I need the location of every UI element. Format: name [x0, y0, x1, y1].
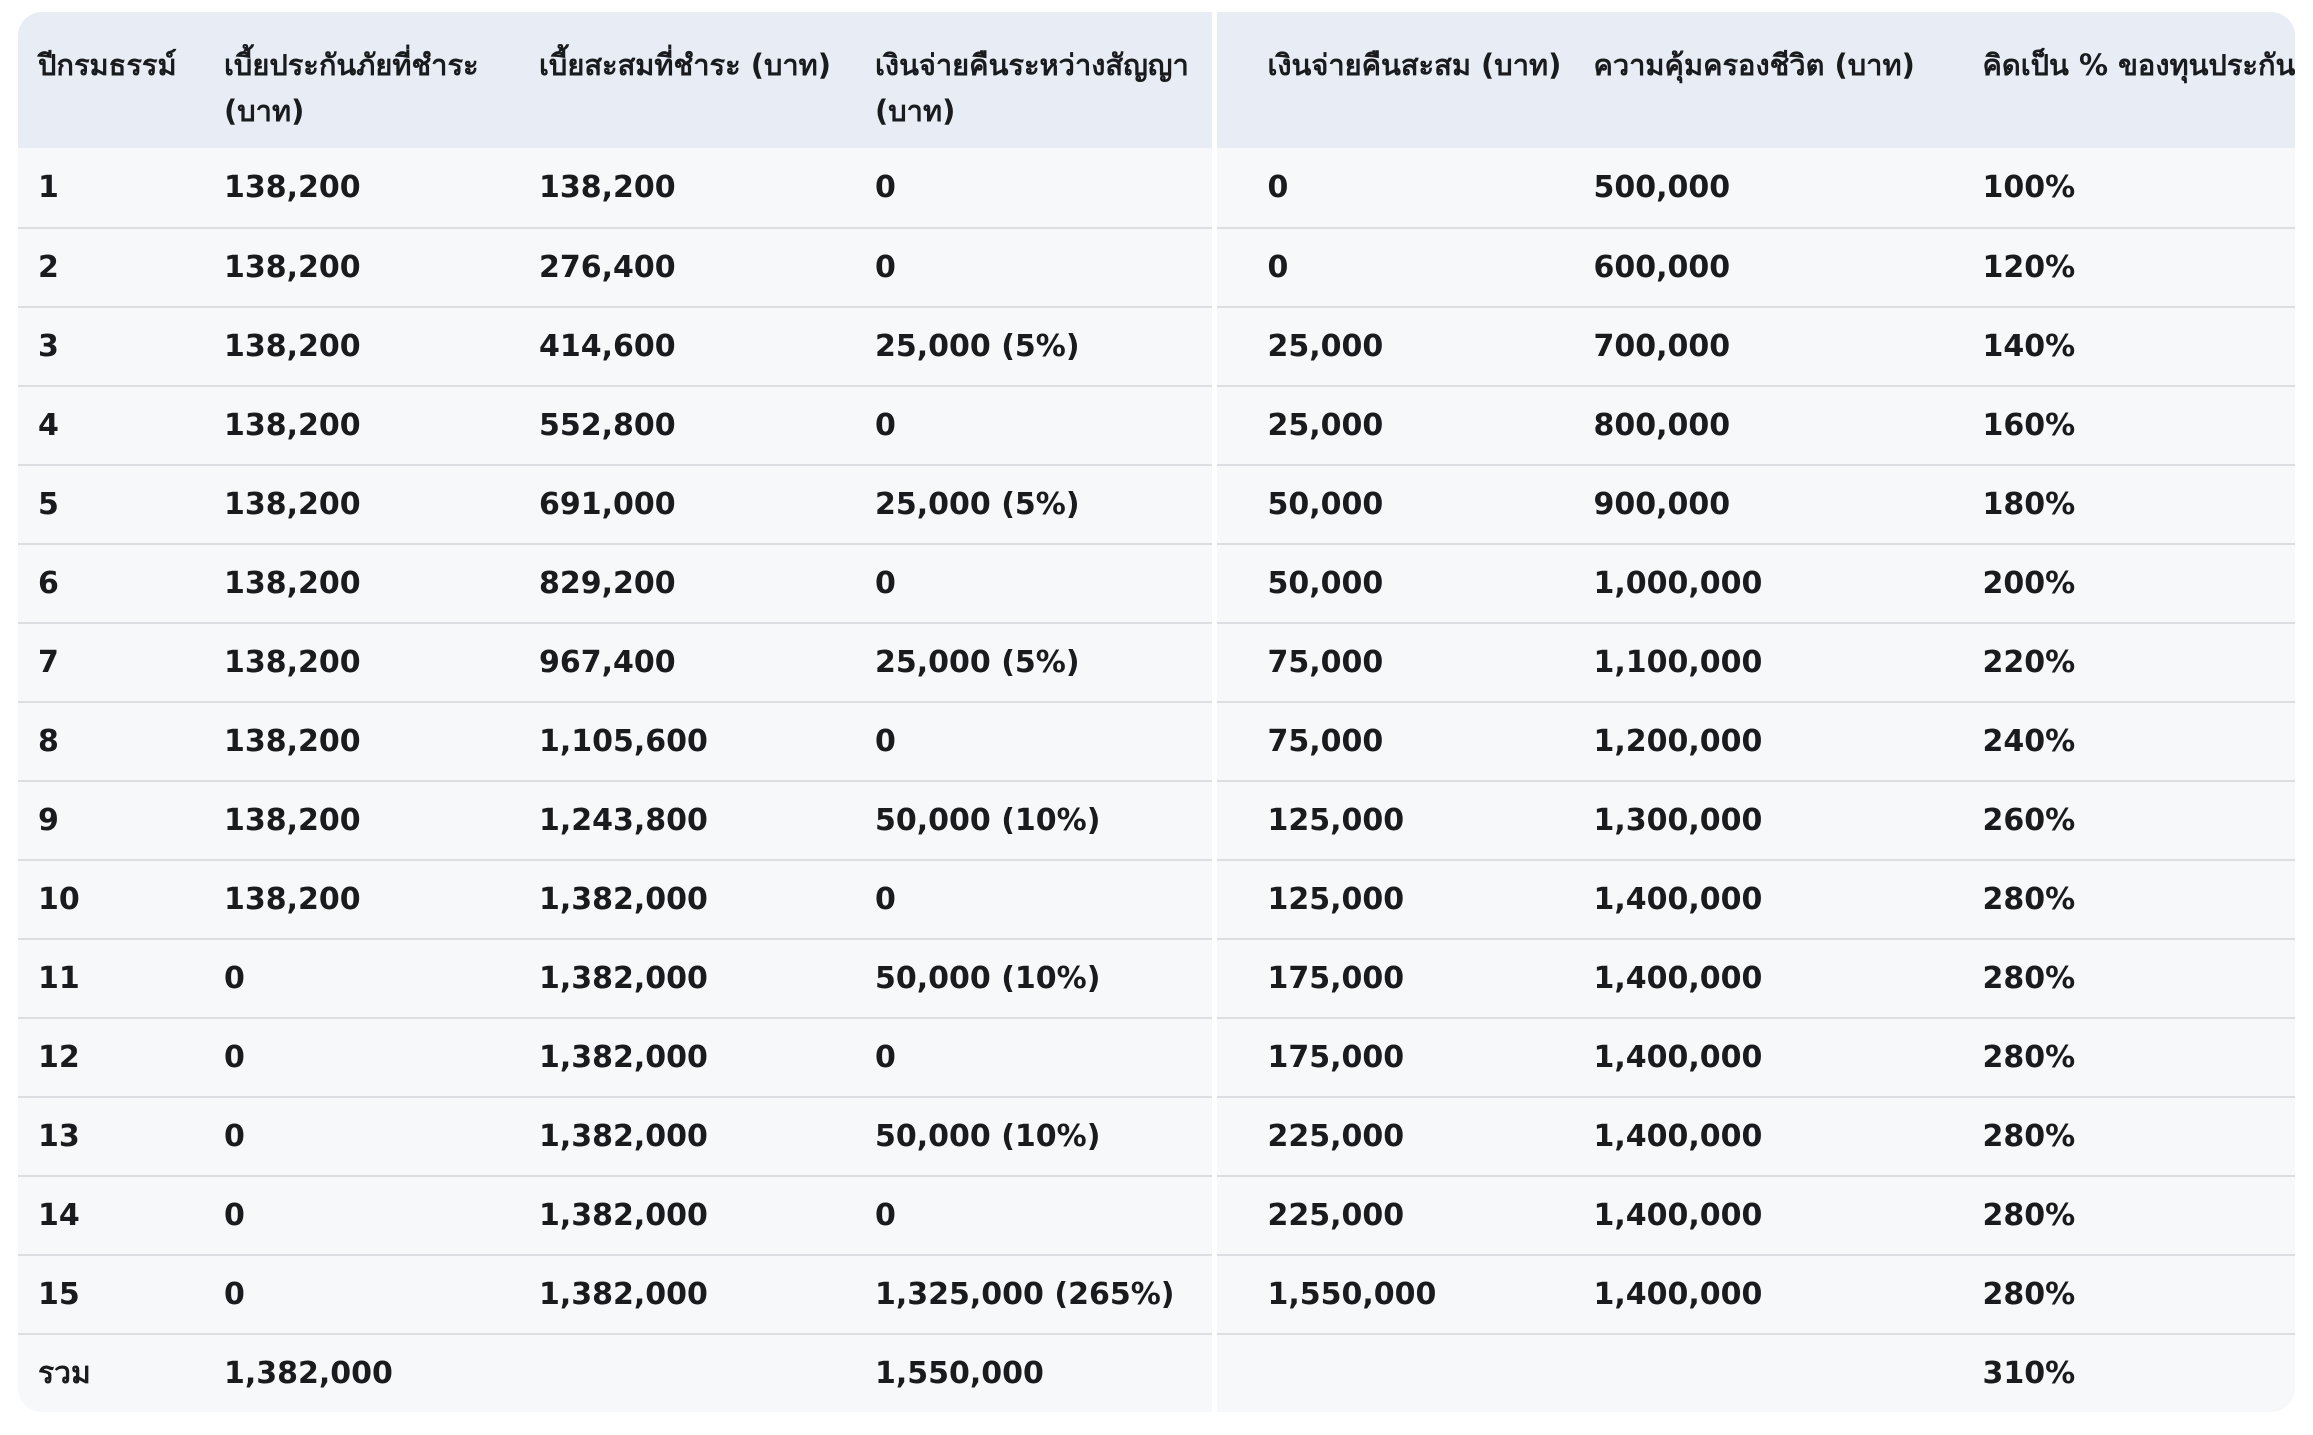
table-cell: 138,200 — [224, 487, 361, 522]
table-cell: 25,000 — [1267, 329, 1384, 364]
table-cell: 829,200 — [539, 566, 676, 601]
table-cell: 13 — [38, 1119, 80, 1154]
table-cell: 175,000 — [1267, 961, 1405, 996]
table-cell: 900,000 — [1593, 487, 1731, 522]
table-cell: 280% — [1982, 961, 2076, 996]
table-cell: 1,243,800 — [539, 803, 708, 838]
table-row — [18, 701, 1212, 780]
table-left-section — [18, 12, 1212, 1412]
table-row — [1217, 1096, 2295, 1175]
table-cell: 0 — [875, 566, 896, 601]
table-cell: 25,000 (5%) — [875, 645, 1080, 680]
table-cell: 138,200 — [224, 803, 361, 838]
table-cell: 691,000 — [539, 487, 676, 522]
table-cell: 500,000 — [1593, 170, 1731, 205]
table-body-right — [1217, 148, 2295, 1412]
table-row — [18, 780, 1212, 859]
table-cell: 138,200 — [224, 566, 361, 601]
table-cell: 7 — [38, 645, 59, 680]
table-cell: 4 — [38, 408, 59, 443]
table-cell: 1,300,000 — [1593, 803, 1763, 838]
table-cell: 25,000 — [1267, 408, 1384, 443]
table-cell: 0 — [875, 408, 896, 443]
table-row — [18, 306, 1212, 385]
table-cell: 50,000 — [1267, 487, 1384, 522]
table-row — [18, 1096, 1212, 1175]
table-cell: 280% — [1982, 1198, 2076, 1233]
table-cell: 100% — [1982, 170, 2076, 205]
table-cell: 8 — [38, 724, 59, 759]
column-header-policy-year: ปีกรมธรรม์ — [38, 48, 177, 82]
table-cell: 1,382,000 — [539, 1277, 708, 1312]
table-row — [18, 385, 1212, 464]
table-cell: 225,000 — [1267, 1198, 1405, 1233]
table-cell: 0 — [875, 170, 896, 205]
table-cell: 138,200 — [224, 882, 361, 917]
table-cell: 2 — [38, 250, 59, 285]
table-cell: 1,400,000 — [1593, 1198, 1763, 1233]
table-cell: 138,200 — [224, 329, 361, 364]
table-cell: 0 — [224, 961, 245, 996]
table-cell: 1,000,000 — [1593, 566, 1763, 601]
table-row — [1217, 938, 2295, 1017]
table-cell: 1,382,000 — [539, 1119, 708, 1154]
table-cell: 9 — [38, 803, 59, 838]
table-row — [18, 1175, 1212, 1254]
table-cell: 1,325,000 (265%) — [875, 1277, 1175, 1312]
table-cell: 600,000 — [1593, 250, 1731, 285]
table-cell: 6 — [38, 566, 59, 601]
table-cell: 1,105,600 — [539, 724, 708, 759]
table-row — [18, 543, 1212, 622]
table-cell: 0 — [1267, 250, 1289, 285]
table-cell: 0 — [875, 1198, 896, 1233]
table-row — [1217, 1175, 2295, 1254]
table-row — [1217, 1254, 2295, 1333]
table-cell: 414,600 — [539, 329, 676, 364]
table-cell: 3 — [38, 329, 59, 364]
table-row — [1217, 701, 2295, 780]
column-header-cumulative-premium: เบี้ยสะสมที่ชำระ (บาท) — [539, 48, 832, 82]
table-cell: 280% — [1982, 1277, 2076, 1312]
table-cell: 11 — [38, 961, 80, 996]
table-cell: 0 — [224, 1119, 245, 1154]
table-cell: 140% — [1982, 329, 2076, 364]
table-cell: 50,000 (10%) — [875, 961, 1101, 996]
table-row — [18, 1333, 1212, 1412]
table-cell: 280% — [1982, 1119, 2076, 1154]
policy-benefit-table — [18, 12, 2295, 1412]
table-cell: 138,200 — [539, 170, 676, 205]
table-cell: 280% — [1982, 882, 2076, 917]
table-cell: 310% — [1982, 1356, 2076, 1391]
table-row — [18, 622, 1212, 701]
table-cell: 12 — [38, 1040, 80, 1075]
column-header-cash-payback: เงินจ่ายคืนระหว่างสัญญา (บาท) — [875, 48, 1189, 128]
table-cell: 180% — [1982, 487, 2076, 522]
table-cell: 125,000 — [1267, 882, 1405, 917]
table-row — [1217, 148, 2295, 227]
column-header-premium-paid: เบี้ยประกันภัยที่ชำระ (บาท) — [224, 48, 479, 128]
table-header-row — [18, 12, 1212, 148]
table-cell: 175,000 — [1267, 1040, 1405, 1075]
table-cell: 1,400,000 — [1593, 1277, 1763, 1312]
table-cell: 1,400,000 — [1593, 961, 1763, 996]
table-cell: 1,382,000 — [539, 882, 708, 917]
table-cell: 1 — [38, 170, 59, 205]
table-cell: 50,000 (10%) — [875, 1119, 1101, 1154]
table-cell: 75,000 — [1267, 645, 1384, 680]
table-cell: 15 — [38, 1277, 80, 1312]
table-body-left — [18, 148, 1212, 1412]
table-cell: 25,000 (5%) — [875, 329, 1080, 364]
table-cell: 240% — [1982, 724, 2076, 759]
table-row — [1217, 1333, 2295, 1412]
table-cell: 0 — [224, 1198, 245, 1233]
table-row — [1217, 306, 2295, 385]
table-row — [1217, 543, 2295, 622]
table-cell: 1,382,000 — [539, 1040, 708, 1075]
table-cell: 1,382,000 — [539, 961, 708, 996]
table-cell: 1,550,000 — [875, 1356, 1044, 1391]
table-cell: รวม — [38, 1356, 91, 1391]
table-cell: 280% — [1982, 1040, 2076, 1075]
table-cell: 0 — [875, 250, 896, 285]
table-row — [18, 938, 1212, 1017]
table-row — [1217, 1017, 2295, 1096]
table-cell: 220% — [1982, 645, 2076, 680]
table-row — [18, 1254, 1212, 1333]
table-cell: 50,000 (10%) — [875, 803, 1101, 838]
table-cell: 1,100,000 — [1593, 645, 1763, 680]
table-row — [1217, 464, 2295, 543]
table-cell: 1,400,000 — [1593, 882, 1763, 917]
table-row — [1217, 780, 2295, 859]
table-cell: 138,200 — [224, 250, 361, 285]
table-cell: 160% — [1982, 408, 2076, 443]
table-cell: 138,200 — [224, 408, 361, 443]
column-header-percent-of-sum-insured: คิดเป็น % ของทุนประกัน — [1982, 48, 2295, 82]
table-cell: 138,200 — [224, 645, 361, 680]
table-cell: 276,400 — [539, 250, 676, 285]
table-cell: 14 — [38, 1198, 80, 1233]
table-cell: 1,400,000 — [1593, 1119, 1763, 1154]
table-cell: 25,000 (5%) — [875, 487, 1080, 522]
table-cell: 0 — [1267, 170, 1289, 205]
column-header-cumulative-payback: เงินจ่ายคืนสะสม (บาท) — [1267, 48, 1562, 82]
table-cell: 1,550,000 — [1267, 1277, 1437, 1312]
table-row — [18, 859, 1212, 938]
table-row — [18, 464, 1212, 543]
table-cell: 0 — [875, 724, 896, 759]
table-cell: 1,200,000 — [1593, 724, 1763, 759]
table-row — [1217, 385, 2295, 464]
table-row — [18, 227, 1212, 306]
table-cell: 75,000 — [1267, 724, 1384, 759]
table-cell: 5 — [38, 487, 59, 522]
table-cell: 700,000 — [1593, 329, 1731, 364]
table-cell: 0 — [224, 1040, 245, 1075]
table-header-row — [1217, 12, 2295, 148]
table-cell: 120% — [1982, 250, 2076, 285]
table-row — [18, 1017, 1212, 1096]
table-cell: 138,200 — [224, 724, 361, 759]
table-row — [1217, 227, 2295, 306]
table-right-section — [1217, 12, 2295, 1412]
table-row — [1217, 859, 2295, 938]
table-cell: 1,382,000 — [539, 1198, 708, 1233]
column-header-life-coverage: ความคุ้มครองชีวิต (บาท) — [1593, 48, 1915, 82]
table-cell: 125,000 — [1267, 803, 1405, 838]
table-cell: 138,200 — [224, 170, 361, 205]
table-cell: 967,400 — [539, 645, 676, 680]
table-row — [18, 148, 1212, 227]
table-cell: 50,000 — [1267, 566, 1384, 601]
table-cell: 1,382,000 — [224, 1356, 393, 1391]
table-cell: 260% — [1982, 803, 2076, 838]
table-row — [1217, 622, 2295, 701]
table-cell: 1,400,000 — [1593, 1040, 1763, 1075]
table-cell: 10 — [38, 882, 80, 917]
table-cell: 800,000 — [1593, 408, 1731, 443]
table-cell: 0 — [224, 1277, 245, 1312]
table-cell: 552,800 — [539, 408, 676, 443]
table-cell: 0 — [875, 1040, 896, 1075]
table-cell: 225,000 — [1267, 1119, 1405, 1154]
table-cell: 0 — [875, 882, 896, 917]
table-cell: 200% — [1982, 566, 2076, 601]
